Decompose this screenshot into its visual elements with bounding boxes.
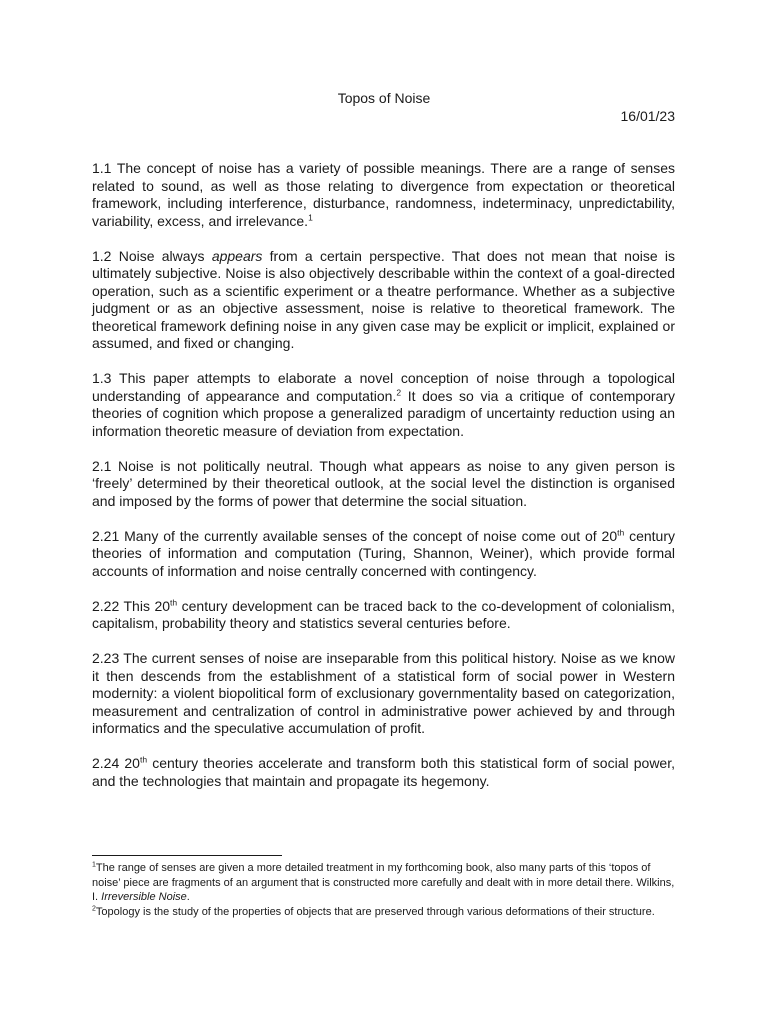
footnotes [92, 861, 675, 919]
footnote-1 [92, 861, 675, 905]
paragraph-text: from a certain perspective. That does not mean that noise is ultimately subjective. Noise is also objectively describable within the context of a goal-directed operation, such as a scientific experiment or a theatre performance. Whether as a subjective judgment or as an objective assessment, noise is relative to theoretical framework. The theoretical framework defining noise in any given case may be explicit or implicit, explained or assumed, and fixed or changing. [92, 247, 676, 351]
paragraph-text: 1.1 The concept of noise has a variety of possible meanings. There are a range of senses related to sound, as well as those relating to divergence from expectation or theoretical framework, including interference, disturbance, randomness, indeterminacy, unpredictability, variability, excess, and irrelevance. [92, 160, 675, 229]
paragraph-text: century development can be traced back to the co-development of colonialism, capitalism, probability theory and statistics several centuries before. [92, 597, 676, 631]
paragraph-text: century theories accelerate and transform both this statistical form of social power, and the technologies that maintain and propagate its hegemony. [92, 755, 675, 789]
paragraph-text: 1.2 Noise always [92, 247, 212, 264]
paragraph-text: 2.23 The current senses of noise are inseparable from this political history. Noise as we know it then descends from the establishment of a statistical form of social power in Western modernity: a violent biopolitical form of exclusionary governmentality based on categorization, measurement and centralization of control in administrative power achieved by and through informatics and the speculative accumulation of profit. [92, 650, 675, 736]
paragraph-text: 2.22 This 20 [92, 597, 171, 614]
footnote-ref-2[interactable]: 2 [396, 386, 402, 397]
paragraph-1-1 [92, 160, 675, 230]
paragraph-text: century theories of information and computation (Turing, Shannon, Weiner), which provide formal accounts of information and noise centrally concerned with contingency. [92, 527, 675, 579]
book-title: Irreversible Noise [101, 891, 187, 903]
footnote-text: Topology is the study of the properties of objects that are preserved through various deformations of their structure. [95, 905, 655, 918]
document-date: 16/01/23 [620, 108, 675, 124]
document-body [92, 160, 675, 808]
paragraph-1-2 [92, 248, 675, 353]
ordinal-suffix: th [617, 526, 625, 537]
document-title: Topos of Noise [337, 90, 431, 106]
paragraph-2-23 [92, 650, 675, 738]
paragraph-text: 2.21 Many of the currently available senses of the concept of noise come out of 20 [92, 527, 618, 544]
ordinal-suffix: th [139, 754, 148, 765]
paragraph-text: 2.1 Noise is not politically neutral. Though what appears as noise to any given person is ‘freely’ determined by their theoretical outlook, at the social level the distinction is organised and imposed by the forms of power that determine the social situation. [92, 457, 675, 509]
footnote-2 [92, 905, 675, 920]
footnote-text: The range of senses are given a more detailed treatment in my forthcoming book, also many parts of this ‘topos of noise’ piece are fragments of an argument that is constructed more carefully and dealt with in more detail there. Wilkins, I. [92, 862, 675, 903]
footnote-divider [92, 855, 282, 856]
paragraph-1-3 [92, 370, 675, 440]
footnote-mark: 2 [92, 904, 96, 912]
paragraph-text: 1.3 This paper attempts to elaborate a novel conception of noise through a topological understanding of appearance and computation. [92, 370, 675, 404]
paragraph-2-1 [92, 458, 675, 511]
emphasis-text: appears [211, 247, 263, 264]
footnote-mark: 1 [92, 861, 96, 869]
paragraph-2-22 [92, 598, 675, 633]
footnote-ref-1[interactable]: 1 [308, 211, 313, 222]
paragraph-text: 2.24 20 [92, 755, 140, 771]
paragraph-text: It does so via a critique of contemporary theories of cognition which propose a generalized paradigm of uncertainty reduction using an information theoretic measure of deviation from expectation. [92, 387, 675, 439]
paragraph-2-21 [92, 528, 675, 581]
ordinal-suffix: th [170, 596, 178, 607]
footnote-text: . [186, 891, 190, 903]
paragraph-2-24 [92, 755, 675, 790]
